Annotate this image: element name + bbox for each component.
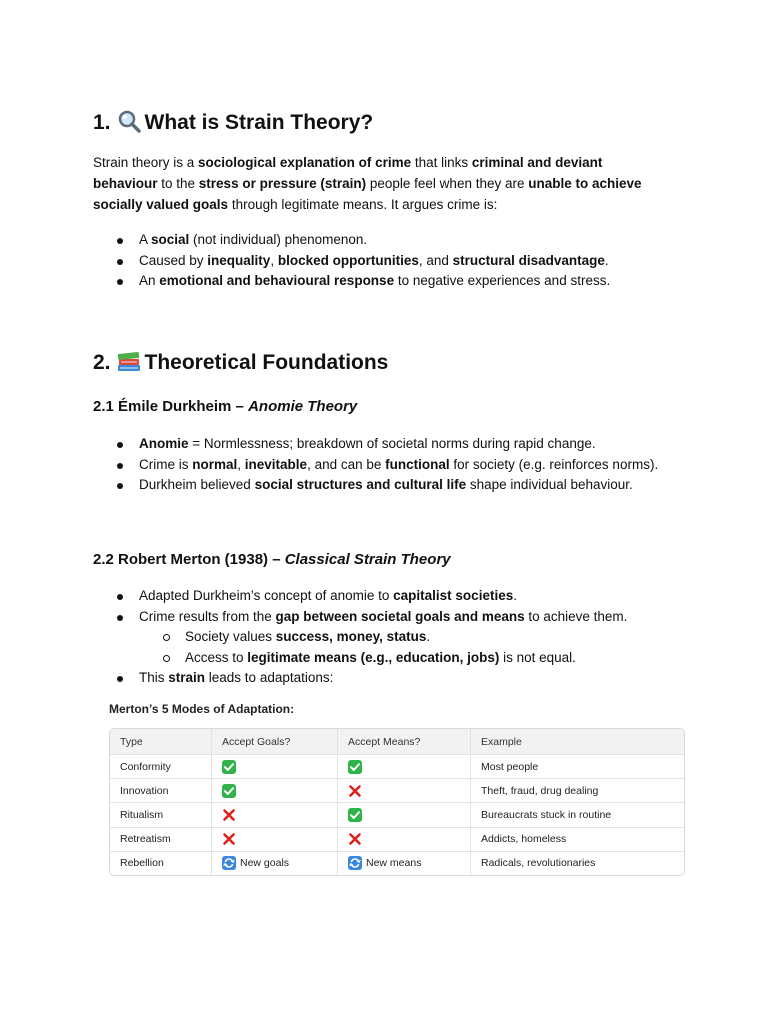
subsection-2-1-title: 2.1 Émile Durkheim – [93,398,249,415]
table-row [110,802,684,826]
column-header-means: Accept Means? [337,729,470,754]
table-row [110,827,684,851]
text-run: This [139,670,169,685]
bold-text: social structures and cultural life [254,477,467,492]
bullet-item [93,455,658,476]
bold-text: sociological explanation of crime [198,155,412,170]
text-run: people feel when they are [366,176,529,191]
cell-accept-goals [211,779,337,802]
subsection-2-1-italic: Anomie Theory [248,398,358,415]
text-run: A [139,232,152,247]
subsection-2-2-title: 2.2 Robert Merton (1938) – [93,551,285,568]
cell-accept-means [337,803,470,826]
section-2-heading [93,349,388,377]
repeat-icon [222,856,236,870]
cell-accept-means [337,779,470,802]
text-run: Crime results from the [139,608,276,624]
text-run: to the [157,176,199,191]
bold-text: capitalist societies [393,588,514,603]
table-header-row [110,729,684,754]
section-1-intro [93,152,653,215]
table-row [110,851,684,875]
sub-bullet-item [93,627,627,648]
text-run: to negative experiences and stress. [394,273,611,288]
section-2-title: Theoretical Foundations [144,351,389,374]
text-run: through legitimate means. It argues crime is: [228,197,498,212]
text-run: leads to adaptations: [205,670,334,685]
subsection-2-2-bullets [93,586,627,689]
section-2-number: 2. [93,351,111,374]
adaptation-table [109,728,685,876]
table-body [110,754,684,875]
cell-text: New means [366,857,422,870]
cell-type: Conformity [120,760,171,773]
bold-text: stress or pressure (strain) [198,176,367,191]
cell-example: Addicts, homeless [470,828,684,851]
text-run: for society (e.g. reinforces norms). [449,456,659,472]
cell-type: Ritualism [120,808,164,821]
text-run: Adapted Durkheim’s concept of anomie to [139,588,394,603]
cell-accept-goals [211,828,337,851]
table-row [110,754,684,778]
text-run: , [237,456,245,472]
cell-accept-goals [211,803,337,826]
bold-text: Anomie [139,436,189,451]
cell-example: Radicals, revolutionaries [470,852,684,875]
text-run: An [139,273,160,288]
section-1-number: 1. [93,111,111,134]
books-icon [115,349,143,373]
repeat-icon [348,856,362,870]
text-run: . [426,629,431,644]
cell-example: Theft, fraud, drug dealing [470,779,684,802]
bullet-item [93,475,658,496]
bold-text: structural disadvantage [452,252,605,268]
cell-example: Most people [470,755,684,778]
text-run: , [270,252,278,268]
bold-text: success, money, status [275,629,427,644]
check-mark-icon [348,760,362,774]
check-mark-icon [222,760,236,774]
table-row [110,778,684,802]
sub-bullet-item [93,648,627,669]
text-run: is not equal. [499,649,576,665]
text-run: (not individual) phenomenon. [189,232,368,247]
bold-text: social [151,232,190,247]
text-run: . [604,252,609,268]
bold-text: emotional and behavioural response [159,273,395,288]
bold-text: functional [385,456,450,472]
bullet-item [93,230,610,251]
bold-text: legitimate means (e.g., education, jobs) [247,649,500,665]
bullet-item [93,271,610,292]
cross-mark-icon [348,784,362,798]
cell-accept-means [337,755,470,778]
section-1-title: What is Strain Theory? [144,111,374,134]
cross-mark-icon [222,832,236,846]
section-1-bullets [93,230,610,292]
text-run: , and can be [307,456,386,472]
text-run: , and [418,252,453,268]
cell-type: Rebellion [120,857,164,870]
cell-accept-means [337,828,470,851]
bold-text: blocked opportunities [277,252,419,268]
cell-type: Retreatism [120,833,171,846]
bold-text: strain [168,670,206,685]
text-run: Society values [185,629,276,644]
cell-accept-means [337,852,470,875]
check-mark-icon [222,784,236,798]
check-mark-icon [348,808,362,822]
text-run: Access to [185,649,248,665]
text-run: . [513,588,517,603]
bullet-item [93,434,658,455]
text-run: Strain theory is a [93,155,199,170]
bold-text: inequality [207,252,271,268]
text-run: Durkheim believed [139,477,255,492]
subsection-2-1-bullets [93,434,658,496]
bold-text: normal [192,456,238,472]
text-run: Caused by [139,252,208,268]
subsection-2-2-italic: Classical Strain Theory [284,551,451,568]
subsection-2-1-heading [93,397,357,417]
bold-text: inevitable [244,456,308,472]
text-run: to achieve them. [524,608,628,624]
bold-text: criminal and deviant behaviour [93,155,603,191]
text-run: that links [411,155,472,170]
cell-text: New goals [240,857,290,870]
bullet-item [93,586,627,607]
text-run: Crime is [139,456,193,472]
bold-text: gap between societal goals and means [275,608,525,624]
text-run: = Normlessness; breakdown of societal norms during rapid change. [188,436,596,451]
column-header-example: Example [470,729,684,754]
bullet-item [93,251,610,272]
bullet-item [93,668,627,689]
subsection-2-2-heading [93,550,451,570]
column-header-type: Type [120,735,143,748]
section-1-heading [93,109,373,137]
table-title: Merton’s 5 Modes of Adaptation: [109,702,295,716]
cell-accept-goals [211,852,337,875]
cell-type: Innovation [120,784,169,797]
column-header-goals: Accept Goals? [211,729,337,754]
text-run: shape individual behaviour. [466,477,633,492]
cross-mark-icon [348,832,362,846]
bold-text: unable to achieve socially valued goals [93,176,642,212]
cross-mark-icon [222,808,236,822]
magnifying-glass-icon [115,109,143,133]
bullet-item [93,607,627,628]
cell-example: Bureaucrats stuck in routine [470,803,684,826]
cell-accept-goals [211,755,337,778]
